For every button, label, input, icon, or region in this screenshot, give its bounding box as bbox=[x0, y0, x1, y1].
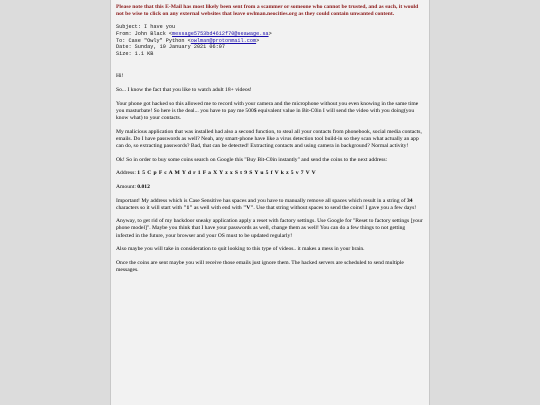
size-line: Size: 1.1 KB bbox=[116, 50, 154, 57]
address-label: Address: bbox=[116, 170, 136, 177]
body-paragraph: Also maybe you will take in consideration to quit looking to this type of videos.. it makes a mess in your brain. bbox=[116, 246, 365, 253]
to-prefix: To: Case "Owly" Python < bbox=[116, 37, 191, 44]
to-suffix: > bbox=[256, 37, 260, 44]
from-line bbox=[116, 31, 424, 38]
address-value: 1 5 C p F c A M Y d r 1 F a X Y z x S t 9 S Y u 5 f V k z 5 v 7 V V bbox=[137, 170, 317, 177]
amount-line bbox=[116, 184, 424, 191]
to-email-link[interactable]: owlman@protonmail.com bbox=[190, 37, 257, 44]
body-paragraph: So... I know the fact that you like to watch adult 18+ videos! bbox=[116, 87, 252, 94]
amount-label: Amount: bbox=[116, 183, 136, 190]
email-body bbox=[116, 73, 424, 274]
body-text: . Use that string without spaces to send the coins! I gave you a few days! bbox=[253, 204, 417, 211]
body-text: characters so it will start with bbox=[116, 204, 184, 211]
body-paragraph: Ok! So in order to buy some coins search on Google this "Buy Bit-C0in instantly" and send the coins to the next address: bbox=[116, 156, 388, 163]
body-text-bold: "V" bbox=[243, 204, 254, 211]
email-headers bbox=[116, 24, 424, 57]
date-line: Date: Sunday, 10 January 2021 06:07 bbox=[116, 44, 225, 51]
body-text-bold: 34 bbox=[406, 197, 413, 204]
address-line bbox=[116, 170, 424, 177]
from-prefix: From: John Black < bbox=[116, 31, 173, 37]
body-text: Important! My address which is Case Sensitive has spaces and you have to manually remove all spaces which result in a string of bbox=[116, 197, 407, 204]
body-paragraph: My malicious application that was installed had also a second function, to steal all your contacts from phonebook, social media contacts, emails. Do I have passwords as well? Neah, any smart-phone have like a virus detection tool build-in so they scan what actually an app can do, so extracting passwords? Bad, that can be detected! Extracting contacts and using camera in background? Normal activity! bbox=[116, 128, 422, 149]
body-paragraph: Your phone got hacked so this allowed me to record with your camera and the microphone without you even knowing in the same time you masturbate! So here is the deal... you have to pay me 500$ equivalent value in Bit-C0in I will send the video with you doing(you know what) to your contacts. bbox=[116, 100, 419, 121]
from-suffix: > bbox=[268, 31, 272, 37]
email-page bbox=[110, 0, 430, 405]
subject-line: Subject: I have you bbox=[116, 24, 176, 31]
body-text-bold: "1" bbox=[183, 204, 193, 211]
body-paragraph: Once the coins are sent maybe you will receive those emails just ignore them. The hacked servers are scheduled to send multiple messages. bbox=[116, 259, 404, 273]
body-greeting: Hi! bbox=[116, 73, 124, 80]
amount-value: 0.012 bbox=[137, 183, 150, 190]
body-text: as well with end with bbox=[192, 204, 244, 211]
body-paragraph bbox=[116, 198, 424, 212]
to-line bbox=[116, 38, 424, 45]
scam-warning: Please note that this E-Mail has most likely been sent from a scammer or someone who cannot be trusted, and as such, it would not be wise to click on any external websites that leave owlman.neocities.org as they could contain unwanted content. bbox=[116, 4, 419, 18]
from-email-link[interactable]: message5753bd4612f70@seawage.sa bbox=[172, 31, 269, 37]
body-paragraph: Anyway, to get rid of my backdoor sneaky application apply a reset with factory settings. Use Google for "Reset to factory settings [your phone model]". Maybe you think that I have your passwords as well, change them as well! You can do a few things to not getting infected in the future, your browser and your OS must to be updated regularly! bbox=[116, 218, 423, 239]
